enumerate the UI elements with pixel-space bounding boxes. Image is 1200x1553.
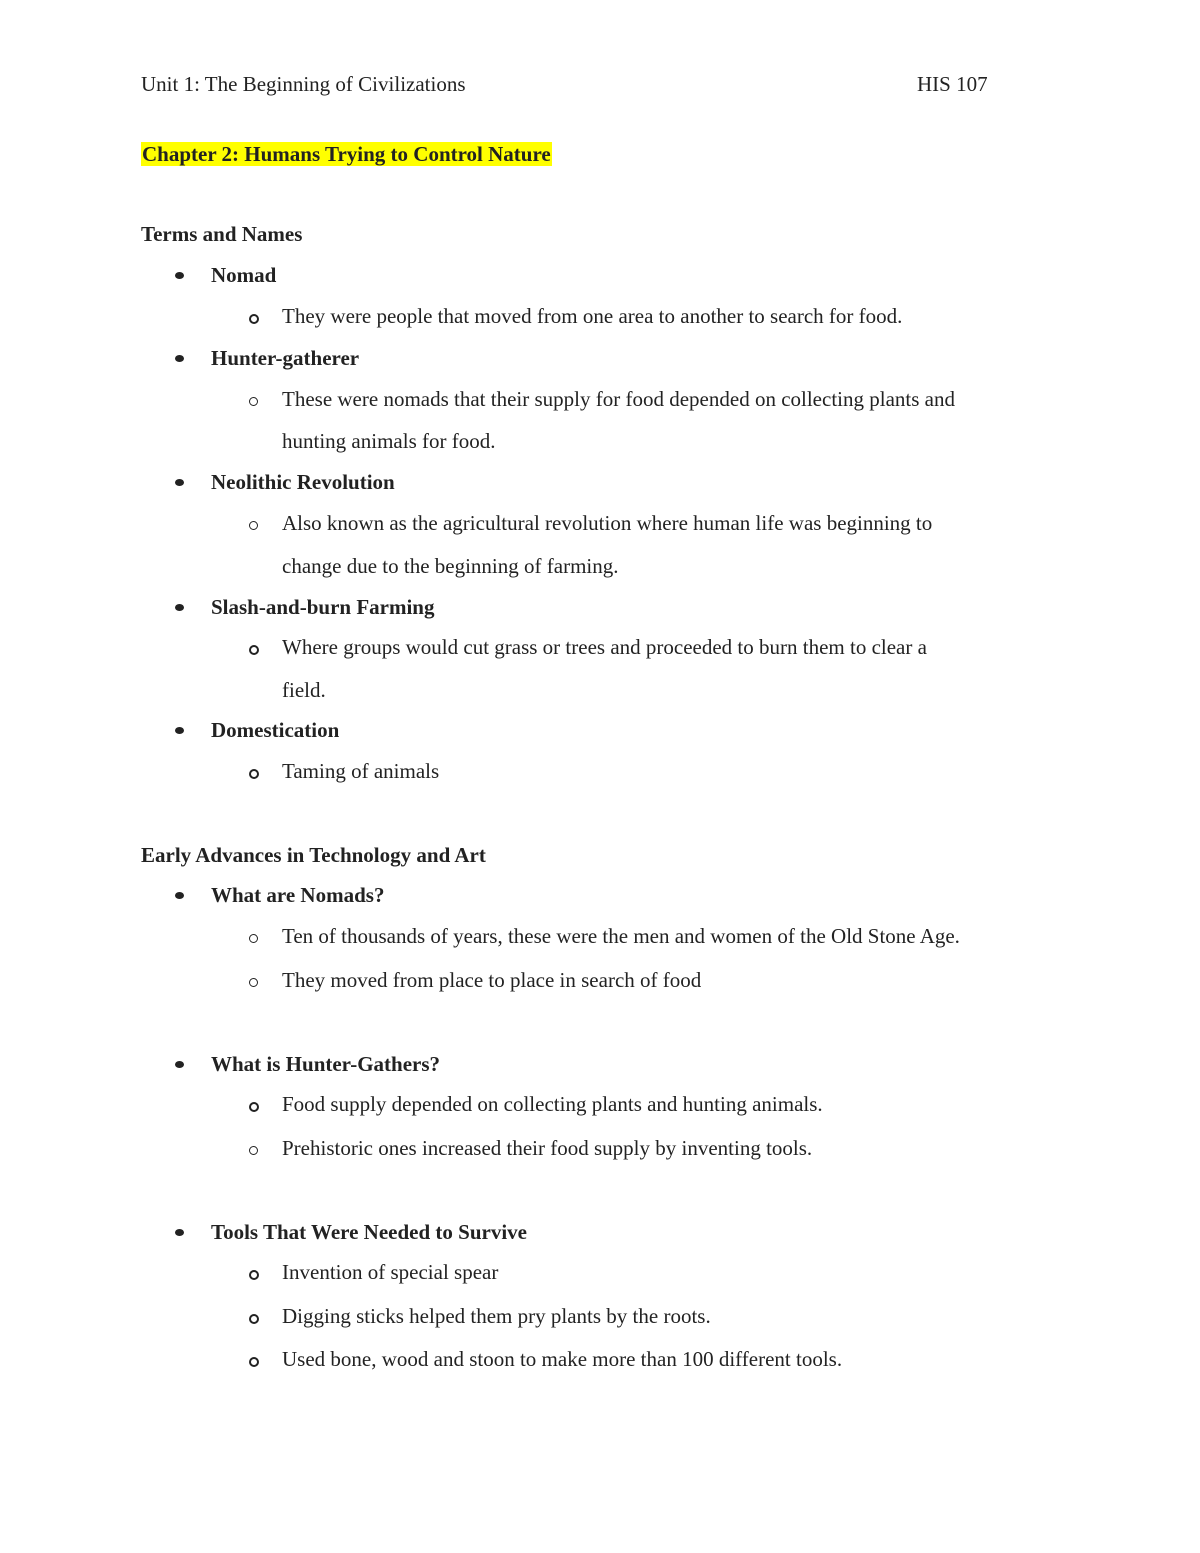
term-domestication-definition: Taming of animals	[282, 759, 440, 783]
term-hunter-gatherer-definition-cont: hunting animals for food.	[282, 429, 496, 453]
term-domestication: Domestication	[211, 718, 340, 742]
term-slash-and-burn-definition-cont: field.	[282, 678, 326, 702]
term-neolithic-revolution-definition-cont: change due to the beginning of farming.	[282, 554, 619, 578]
chapter-title	[141, 142, 552, 167]
header-course-code: HIS 107	[917, 72, 988, 96]
advance-point: Ten of thousands of years, these were the men and women of the Old Stone Age.	[282, 924, 960, 948]
advances-section-title: Early Advances in Technology and Art	[141, 843, 486, 867]
advance-point: Invention of special spear	[282, 1260, 499, 1284]
term-hunter-gatherer: Hunter-gatherer	[211, 346, 360, 370]
header-unit-title: Unit 1: The Beginning of Civilizations	[141, 72, 466, 96]
advance-heading-nomads: What are Nomads?	[211, 883, 385, 907]
term-neolithic-revolution-definition: Also known as the agricultural revolution where human life was beginning to	[282, 511, 933, 535]
advance-heading-tools: Tools That Were Needed to Survive	[211, 1220, 527, 1244]
advance-point: Prehistoric ones increased their food supply by inventing tools.	[282, 1136, 813, 1160]
term-hunter-gatherer-definition: These were nomads that their supply for food depended on collecting plants and	[282, 387, 955, 411]
advance-point: They moved from place to place in search of food	[282, 968, 702, 992]
term-nomad: Nomad	[211, 263, 277, 287]
term-neolithic-revolution: Neolithic Revolution	[211, 470, 395, 494]
terms-section-title: Terms and Names	[141, 222, 303, 246]
advance-heading-hunter-gathers: What is Hunter-Gathers?	[211, 1052, 441, 1076]
term-slash-and-burn: Slash-and-burn Farming	[211, 595, 435, 619]
advance-point: Used bone, wood and stoon to make more than 100 different tools.	[282, 1347, 843, 1371]
advance-point: Digging sticks helped them pry plants by the roots.	[282, 1304, 711, 1328]
term-nomad-definition: They were people that moved from one area to another to search for food.	[282, 304, 903, 328]
term-slash-and-burn-definition: Where groups would cut grass or trees and proceeded to burn them to clear a	[282, 635, 927, 659]
advance-point: Food supply depended on collecting plants and hunting animals.	[282, 1092, 823, 1116]
chapter-title-highlight: Chapter 2: Humans Trying to Control Nature	[142, 142, 551, 166]
